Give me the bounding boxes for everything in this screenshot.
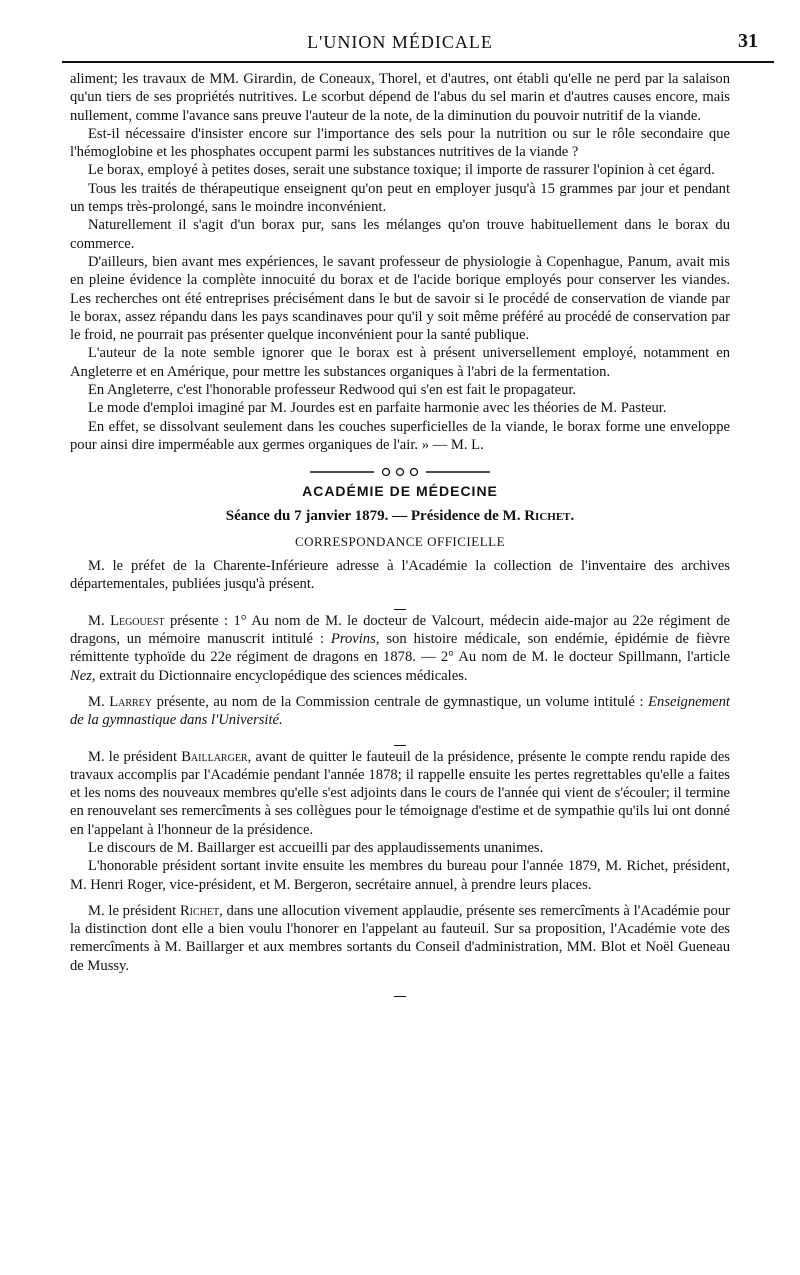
ornament-divider — [70, 464, 730, 474]
paragraph: L'auteur de la note semble ignorer que le borax est à présent universellement employé, notamment en Angleterre et en Amérique, pour mettre les substances organiques à l'abri de la fermentation. — [70, 345, 730, 380]
paragraph: Tous les traités de thérapeutique enseignent qu'on peut en employer jusqu'à 15 grammes par jour et pendant un temps très-prolongé, sans le moindre inconvénient. — [70, 180, 730, 216]
paragraph: En Angleterre, c'est l'honorable professeur Redwood qui s'en est fait le propagateur. — [88, 382, 577, 399]
article-body — [70, 70, 730, 999]
paragraph: Est-il nécessaire d'insister encore sur l'importance des sels pour la nutrition ou sur le rôle secondaire que l'hémoglobine et les phosphates occupent parmi les substances nutritives de la viande ? — [70, 125, 730, 161]
page-number: 31 — [738, 30, 758, 52]
running-head — [30, 28, 770, 58]
paragraph: aliment; les travaux de MM. Girardin, de Coneaux, Thorel, et d'autres, ont établi qu'elle ne perd par la salaison qu'un tiers de ses propriétés nutritives. Le scorbut dépend de l'abus du sel marin et d'autres causes encore, mais nullement, comme l'avance sans preuve l'auteur de la note, de la diminution du pouvoir nutritif de la viande. — [70, 71, 730, 124]
running-title: L'UNION MÉDICALE — [307, 32, 493, 52]
paragraph: D'ailleurs, bien avant mes expériences, le savant professeur de physiologie à Copenhague, Panum, avait mis en pleine évidence la complète innocuité du borax et de l'acide borique employés pour conserver les viandes. Les recherches ont été entreprises précisément dans le but de savoir si le procédé de conservation de viande par le borax, assez répandu dans les pays scandinaves pour qu'il y soit même préféré au procédé de conservation par le froid, ne pourrait pas présenter quelque inconvénient pour la santé publique. — [70, 253, 730, 344]
paragraph: M. le président Richet, dans une allocution vivement applaudie, présente ses remercîments à l'Académie pour la distinction dont elle a bien voulu l'honorer en l'appelant au fauteuil. Sur sa proposition, l'Académie vote des remercîments à M. Baillarger et aux membres sortants du Conseil d'administration, MM. Blot et Noël Gueneau de Mussy. — [70, 902, 730, 974]
paragraph: En effet, se dissolvant seulement dans les couches superficielles de la viande, le borax forme une enveloppe pour ainsi dire imperméable aux germes organiques de l'air. » — M. L. — [70, 418, 730, 453]
header-rule — [62, 61, 774, 63]
section-title: ACADÉMIE DE MÉDECINE — [302, 483, 498, 500]
paragraph: M. Larrey présente, au nom de la Commission centrale de gymnastique, un volume intitulé : Enseignement de la gymnastique dans l'Université. — [70, 693, 730, 729]
paragraph: M. Legouest présente : 1° Au nom de M. le docteur de Valcourt, médecin aide-major au 22e régiment de dragons, un mémoire manuscrit intitulé : Provins, son histoire médicale, son endémie, épidémie de fièvre rémittente typhoïde du 22e régiment de dragons en 1878. — 2° Au nom de M. le docteur Spillmann, l'article Nez, extrait du Dictionnaire encyclopédique des sciences médicales. — [70, 612, 730, 684]
ornament-divider-icon — [310, 467, 490, 477]
correspondance-heading: CORRESPONDANCE OFFICIELLE — [294, 533, 506, 549]
paragraph: Le borax, employé à petites doses, serait une substance toxique; il importe de rassurer l'opinion à cet égard. — [88, 162, 715, 179]
paragraph: Naturellement il s'agit d'un borax pur, sans les mélanges qu'on trouve habituellement dans le borax du commerce. — [70, 217, 730, 252]
separator-dash — [70, 736, 730, 744]
paragraph: M. le président Baillarger, avant de quitter le fauteuil de la présidence, présente le compte rendu rapide des travaux accomplis par l'Académie pendant l'année 1878; il rappelle ensuite les pertes regrettables qu'elle a faites et les noms des nouveaux membres qu'elle s'est adjoints dans le cours de l'année qui vient de s'écouler; il termine en renouvelant ses remercîments à ses collègues pour le témoignage d'estime et de sympathie qu'ils lui ont donné en l'appelant à l'honneur de la présidence. — [70, 748, 730, 838]
paragraph: M. le préfet de la Charente-Inférieure adresse à l'Académie la collection de l'inventaire des archives départementales, publiées jusqu'à présent. — [70, 558, 730, 593]
paragraph: Le discours de M. Baillarger est accueilli par des applaudissements unanimes. — [88, 839, 544, 856]
separator-dash — [70, 600, 730, 608]
paragraph: L'honorable président sortant invite ensuite les membres du bureau pour l'année 1879, M. Richet, président, M. Henri Roger, vice-président, et M. Bergeron, secrétaire annuel, à prendre leurs places. — [70, 858, 730, 893]
paragraph: Le mode d'emploi imaginé par M. Jourdes est en parfaite harmonie avec les théories de M. Pasteur. — [88, 400, 667, 417]
seance-heading: Séance du 7 janvier 1879. — Présidence de M. Richet. — [225, 507, 575, 524]
separator-dash — [70, 987, 730, 995]
